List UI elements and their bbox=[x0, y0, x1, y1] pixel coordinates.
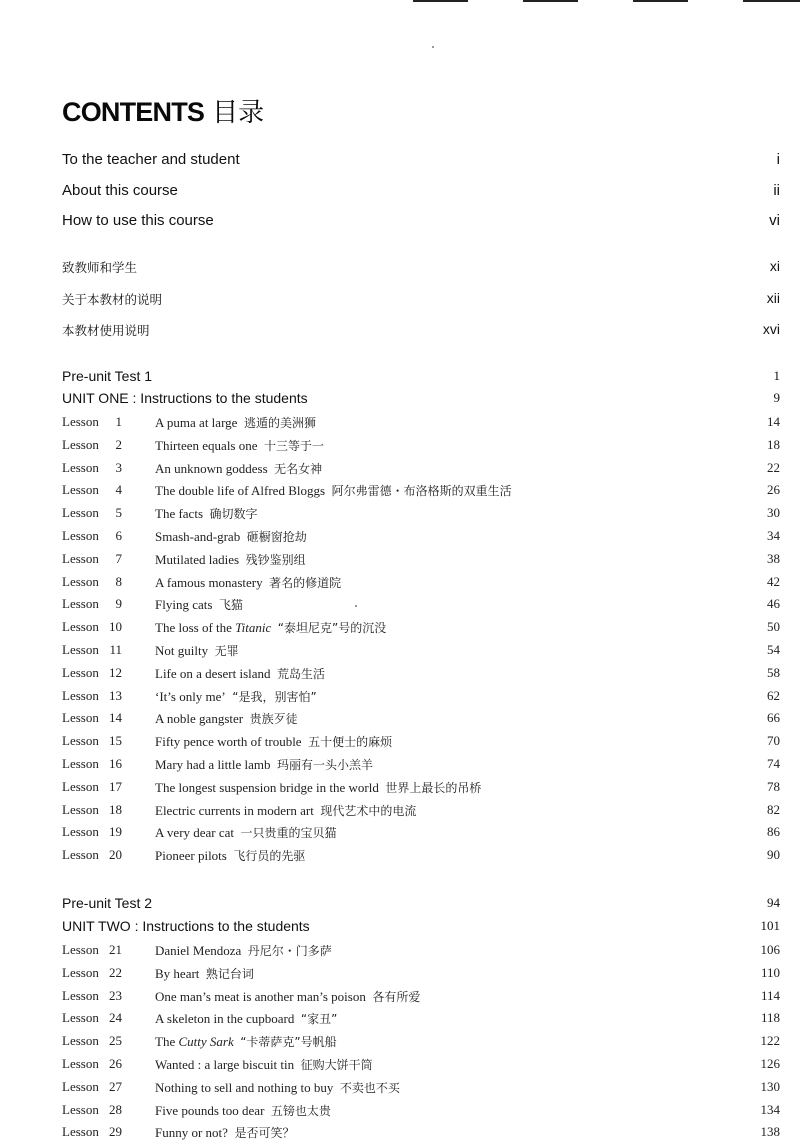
top-rule bbox=[523, 0, 578, 2]
lesson-label: Lesson bbox=[62, 1124, 99, 1140]
lesson-title bbox=[155, 505, 258, 522]
lesson-title-english: The facts bbox=[155, 506, 204, 522]
lesson-label: Lesson bbox=[62, 528, 99, 543]
lesson-title-chinese: 世界上最长的吊桥 bbox=[385, 780, 482, 795]
lesson-number: 5 bbox=[115, 505, 122, 521]
lesson-number: 27 bbox=[109, 1078, 122, 1094]
lesson-title-english: Mutilated ladies bbox=[155, 551, 240, 567]
lesson-label: Lesson bbox=[62, 482, 99, 498]
lesson-title bbox=[155, 756, 373, 773]
lesson-title-english: Fifty pence worth of trouble bbox=[155, 734, 302, 750]
lesson-title bbox=[155, 1010, 337, 1027]
lesson-page-number: 82 bbox=[767, 801, 780, 817]
lesson-page-number: 18 bbox=[767, 436, 780, 452]
lesson-title-chinese: 砸橱窗抢劫 bbox=[246, 530, 307, 544]
lesson-page-number: 38 bbox=[767, 550, 780, 566]
lesson-title bbox=[155, 460, 322, 477]
lesson-title bbox=[155, 482, 512, 499]
lesson-title bbox=[155, 733, 392, 750]
front-matter-zh-entry-page-number: xii bbox=[766, 290, 780, 306]
lesson-label: Lesson bbox=[62, 1056, 99, 1071]
lesson-title bbox=[155, 847, 305, 864]
lesson-page-number: 106 bbox=[760, 942, 780, 957]
lesson-label: Lesson bbox=[62, 459, 99, 475]
lesson-title bbox=[155, 665, 325, 682]
lesson-label: Lesson bbox=[62, 664, 99, 680]
lesson-page-number: 138 bbox=[760, 1124, 780, 1140]
title-english: CONTENTS bbox=[62, 97, 205, 127]
lesson-title-english: Life on a desert island bbox=[155, 665, 271, 681]
lesson-title-chinese: 五镑也太贵 bbox=[270, 1103, 331, 1118]
lesson-number: 16 bbox=[109, 756, 122, 771]
front-matter-entry-page-number: ii bbox=[773, 182, 780, 199]
lesson-title-english: An unknown goddess bbox=[155, 460, 268, 476]
lesson-title-chinese: 各有所爱 bbox=[372, 989, 421, 1004]
lesson-title bbox=[155, 596, 243, 613]
lesson-title-english: Daniel Mendoza bbox=[155, 943, 242, 958]
lesson-page-number: 134 bbox=[760, 1101, 780, 1117]
lesson-page-number: 54 bbox=[767, 642, 780, 657]
lesson-title-chinese: 飞行员的先驱 bbox=[233, 849, 306, 864]
lesson-title-chinese: 残钞鉴别组 bbox=[245, 552, 306, 567]
lesson-page-number: 50 bbox=[767, 619, 780, 635]
lesson-number: 25 bbox=[109, 1033, 122, 1049]
lesson-label: Lesson bbox=[62, 1078, 99, 1094]
lesson-title bbox=[155, 414, 316, 431]
lesson-title-chinese: 一只贵重的宝贝猫 bbox=[240, 826, 337, 841]
lesson-title bbox=[155, 779, 481, 796]
lesson-label: Lesson bbox=[62, 596, 99, 612]
lesson-label: Lesson bbox=[62, 1010, 99, 1026]
page-title bbox=[62, 92, 264, 129]
lesson-label: Lesson bbox=[62, 414, 99, 429]
lesson-title bbox=[155, 824, 337, 841]
lesson-page-number: 122 bbox=[760, 1033, 780, 1049]
lesson-label: Lesson bbox=[62, 756, 99, 771]
lesson-title bbox=[155, 965, 254, 982]
front-matter-zh-entry-title: 关于本教材的说明 bbox=[62, 292, 163, 307]
lesson-title bbox=[155, 710, 298, 727]
unit-heading-title: UNIT TWO : Instructions to the students bbox=[62, 918, 310, 934]
lesson-title-chinese: 征购大饼干筒 bbox=[300, 1058, 373, 1072]
pre-unit-test-page-number: 1 bbox=[773, 368, 780, 383]
lesson-title-english: The double life of Alfred Bloggs bbox=[155, 483, 326, 499]
pre-unit-test-title: Pre-unit Test 1 bbox=[62, 368, 153, 384]
lesson-number: 21 bbox=[109, 942, 122, 957]
lesson-number: 26 bbox=[109, 1056, 122, 1071]
lesson-label: Lesson bbox=[62, 505, 99, 521]
lesson-number: 18 bbox=[109, 801, 122, 817]
lesson-title-chinese: 逃遁的美洲狮 bbox=[243, 416, 316, 430]
lesson-title bbox=[155, 802, 416, 819]
lesson-label: Lesson bbox=[62, 733, 99, 749]
front-matter-entry-title: How to use this course bbox=[62, 212, 214, 229]
front-matter-zh-entry-page-number: xi bbox=[769, 258, 780, 274]
lesson-title-english: A famous monastery bbox=[155, 574, 263, 590]
lesson-title-chinese: 无罪 bbox=[214, 644, 239, 658]
lesson-title-chinese: 十三等于一 bbox=[264, 438, 325, 453]
lesson-number: 29 bbox=[109, 1124, 122, 1140]
lesson-title bbox=[155, 1102, 331, 1119]
lesson-number: 2 bbox=[115, 436, 122, 452]
lesson-title bbox=[155, 1033, 337, 1050]
lesson-title-chinese: 阿尔弗雷德・布洛格斯的双重生活 bbox=[331, 484, 512, 499]
lesson-page-number: 126 bbox=[760, 1056, 780, 1071]
front-matter-zh-entry-page-number: xvi bbox=[762, 321, 780, 337]
lesson-page-number: 34 bbox=[767, 528, 780, 543]
lesson-number: 10 bbox=[109, 619, 122, 635]
lesson-title-chinese: 玛丽有一头小羔羊 bbox=[277, 758, 374, 772]
lesson-title-chinese: “卡蒂萨克”号帆船 bbox=[240, 1035, 337, 1050]
lesson-title-chinese: 现代艺术中的电流 bbox=[320, 803, 417, 818]
lesson-title-chinese: 著名的修道院 bbox=[269, 575, 342, 590]
lesson-title-chinese: “泰坦尼克”号的沉没 bbox=[277, 621, 387, 636]
lesson-page-number: 26 bbox=[767, 482, 780, 498]
lesson-title-chinese: 五十便士的麻烦 bbox=[308, 735, 393, 750]
lesson-title bbox=[155, 988, 420, 1005]
lesson-page-number: 46 bbox=[767, 596, 780, 612]
lesson-title-english: Wanted : a large biscuit tin bbox=[155, 1057, 295, 1072]
top-rule bbox=[413, 0, 468, 2]
lesson-number: 13 bbox=[109, 687, 122, 703]
lesson-title-english: The longest suspension bridge in the world bbox=[155, 779, 379, 795]
unit-heading-page-number: 9 bbox=[773, 390, 780, 405]
unit-heading-page-number: 101 bbox=[760, 918, 780, 933]
lesson-title-english: Thirteen equals one bbox=[155, 437, 258, 453]
lesson-label: Lesson bbox=[62, 573, 99, 589]
pre-unit-test-title: Pre-unit Test 2 bbox=[62, 895, 153, 911]
front-matter-zh-entry-title: 本教材使用说明 bbox=[62, 323, 150, 338]
front-matter-entry-page-number: i bbox=[776, 151, 780, 168]
lesson-title-english: Flying cats bbox=[155, 597, 213, 613]
lesson-label: Lesson bbox=[62, 847, 99, 863]
lesson-page-number: 110 bbox=[760, 964, 780, 980]
lesson-title-english: The bbox=[155, 1034, 179, 1050]
lesson-title-english: A skeleton in the cupboard bbox=[155, 1011, 295, 1027]
lesson-page-number: 22 bbox=[767, 459, 780, 475]
lesson-label: Lesson bbox=[62, 550, 99, 566]
front-matter-entry-page-number: vi bbox=[769, 212, 780, 229]
lesson-number: 8 bbox=[115, 573, 122, 589]
lesson-page-number: 14 bbox=[767, 414, 780, 429]
lesson-number: 6 bbox=[115, 528, 122, 543]
lesson-title-english-italic: Titanic bbox=[235, 620, 272, 636]
lesson-title-english: Five pounds too dear bbox=[155, 1102, 265, 1118]
lesson-title-chinese: 是否可笑？ bbox=[234, 1126, 295, 1141]
lesson-page-number: 74 bbox=[767, 756, 780, 771]
front-matter-entry-title: About this course bbox=[62, 182, 178, 199]
lesson-number: 24 bbox=[109, 1010, 122, 1026]
lesson-label: Lesson bbox=[62, 1033, 99, 1049]
lesson-title bbox=[155, 1124, 294, 1141]
lesson-title-chinese: “家丑” bbox=[300, 1012, 338, 1027]
lesson-title-english: Not guilty bbox=[155, 643, 209, 658]
lesson-number: 4 bbox=[115, 482, 122, 498]
lesson-title-chinese: “是我，别害怕” bbox=[232, 689, 317, 704]
lesson-label: Lesson bbox=[62, 778, 99, 794]
lesson-title bbox=[155, 1056, 373, 1073]
lesson-number: 9 bbox=[115, 596, 122, 612]
lesson-number: 15 bbox=[109, 733, 122, 749]
front-matter-zh-entry-title: 致教师和学生 bbox=[62, 260, 138, 275]
lesson-page-number: 30 bbox=[767, 505, 780, 521]
lesson-number: 11 bbox=[109, 642, 122, 657]
lesson-page-number: 118 bbox=[760, 1010, 780, 1026]
lesson-title-chinese: 不卖也不买 bbox=[339, 1080, 400, 1095]
lesson-title-english: ‘It’s only me’ bbox=[155, 688, 226, 704]
lesson-label: Lesson bbox=[62, 619, 99, 635]
lesson-title bbox=[155, 437, 324, 454]
lesson-label: Lesson bbox=[62, 824, 99, 840]
lesson-label: Lesson bbox=[62, 801, 99, 817]
lesson-title-chinese: 丹尼尔・门多萨 bbox=[247, 944, 332, 958]
lesson-page-number: 66 bbox=[767, 710, 780, 726]
lesson-title-english: Pioneer pilots bbox=[155, 848, 227, 864]
lesson-number: 1 bbox=[115, 414, 122, 429]
lesson-number: 14 bbox=[109, 710, 122, 726]
speck bbox=[432, 46, 434, 48]
lesson-title bbox=[155, 619, 386, 636]
lesson-title-chinese: 贵族歹徒 bbox=[249, 712, 298, 727]
lesson-number: 7 bbox=[115, 550, 122, 566]
lesson-title-chinese: 熟记台词 bbox=[205, 966, 254, 981]
lesson-number: 28 bbox=[109, 1101, 122, 1117]
lesson-title bbox=[155, 688, 317, 705]
lesson-title-english: Funny or not? bbox=[155, 1125, 228, 1141]
lesson-label: Lesson bbox=[62, 436, 99, 452]
lesson-number: 22 bbox=[109, 964, 122, 980]
lesson-number: 17 bbox=[109, 778, 122, 794]
lesson-label: Lesson bbox=[62, 964, 99, 980]
front-matter-entry-title: To the teacher and student bbox=[62, 151, 240, 168]
lesson-title-chinese: 无名女神 bbox=[274, 461, 323, 476]
lesson-number: 20 bbox=[109, 847, 122, 863]
lesson-number: 19 bbox=[109, 824, 122, 840]
title-chinese: 目录 bbox=[212, 98, 265, 128]
unit-heading-title: UNIT ONE : Instructions to the students bbox=[62, 390, 308, 406]
lesson-title bbox=[155, 942, 332, 959]
top-rule bbox=[633, 0, 688, 2]
lesson-title-english: A very dear cat bbox=[155, 825, 235, 841]
lesson-label: Lesson bbox=[62, 710, 99, 726]
lesson-number: 12 bbox=[109, 664, 122, 680]
lesson-label: Lesson bbox=[62, 942, 99, 957]
lesson-page-number: 62 bbox=[767, 687, 780, 703]
lesson-title-english: By heart bbox=[155, 965, 200, 981]
lesson-page-number: 70 bbox=[767, 733, 780, 749]
lesson-page-number: 90 bbox=[767, 847, 780, 863]
lesson-title-english: Mary had a little lamb bbox=[155, 757, 271, 772]
lesson-title-english: The loss of the bbox=[155, 620, 236, 636]
lesson-title-english: Nothing to sell and nothing to buy bbox=[155, 1079, 334, 1095]
lesson-title-chinese: 确切数字 bbox=[209, 507, 258, 522]
lesson-title-chinese: 飞猫 bbox=[218, 598, 243, 613]
lesson-label: Lesson bbox=[62, 687, 99, 703]
lesson-page-number: 78 bbox=[767, 778, 780, 794]
lesson-title-english: A puma at large bbox=[155, 415, 238, 430]
lesson-title bbox=[155, 574, 341, 591]
lesson-label: Lesson bbox=[62, 642, 99, 657]
lesson-page-number: 58 bbox=[767, 664, 780, 680]
lesson-title-english-italic: Cutty Sark bbox=[178, 1034, 234, 1050]
lesson-title bbox=[155, 1079, 400, 1096]
lesson-page-number: 114 bbox=[760, 987, 780, 1003]
lesson-title bbox=[155, 551, 306, 568]
lesson-title-english: Electric currents in modern art bbox=[155, 802, 314, 818]
lesson-number: 23 bbox=[109, 987, 122, 1003]
lesson-page-number: 42 bbox=[767, 573, 780, 589]
top-rule bbox=[743, 0, 800, 2]
lesson-page-number: 130 bbox=[760, 1078, 780, 1094]
lesson-title-english: One man’s meat is another man’s poison bbox=[155, 988, 366, 1004]
lesson-title bbox=[155, 642, 239, 659]
lesson-label: Lesson bbox=[62, 987, 99, 1003]
lesson-title-english: Smash-and-grab bbox=[155, 529, 241, 544]
lesson-title bbox=[155, 528, 307, 545]
pre-unit-test-page-number: 94 bbox=[767, 895, 780, 910]
lesson-page-number: 86 bbox=[767, 824, 780, 840]
lesson-title-english: A noble gangster bbox=[155, 711, 244, 727]
lesson-label: Lesson bbox=[62, 1101, 99, 1117]
lesson-number: 3 bbox=[115, 459, 122, 475]
speck bbox=[355, 605, 357, 607]
lesson-title-chinese: 荒岛生活 bbox=[277, 666, 326, 681]
